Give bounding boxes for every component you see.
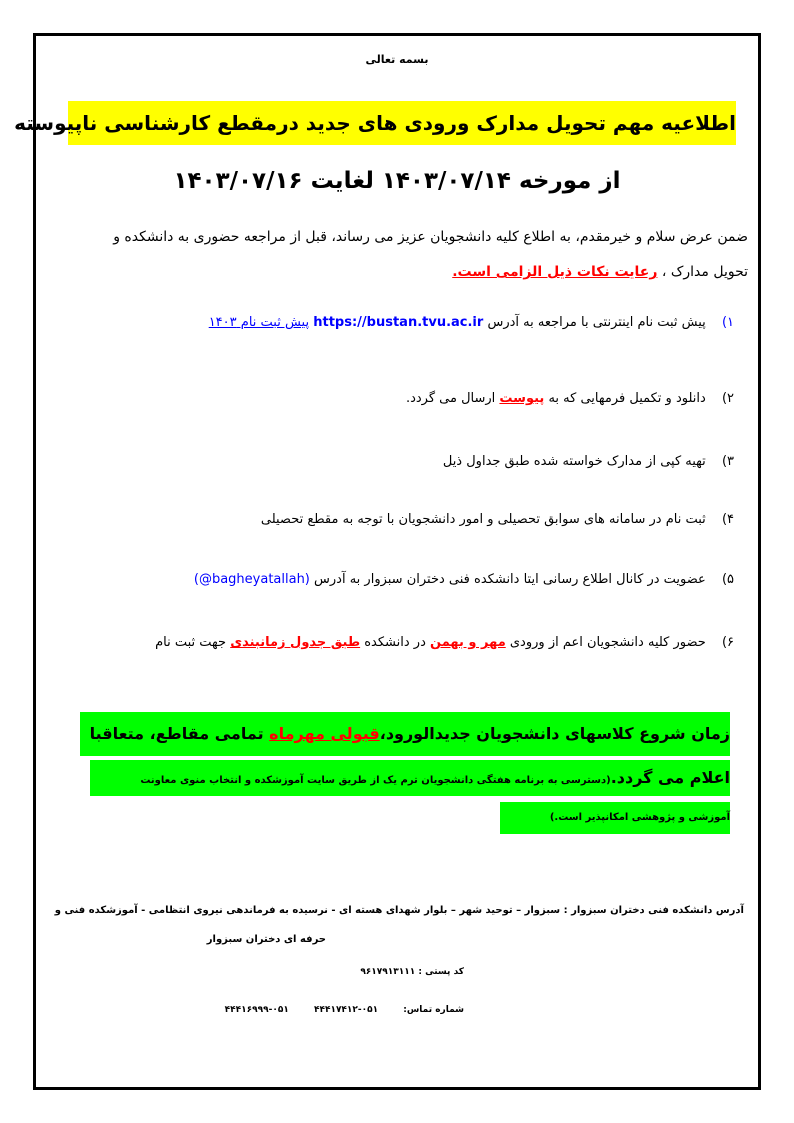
basmala: بسمه تعالی — [365, 53, 429, 66]
postal-value: ۹۶۱۷۹۱۳۱۱۱ — [360, 967, 416, 977]
postal-code — [360, 967, 464, 977]
intro-text: تحویل مدارک ، — [657, 264, 748, 280]
notice-highlight: قبولی مهرماه — [269, 724, 380, 743]
item-text: تهیه کپی از مدارک خواسته شده طبق جداول ذیل — [442, 454, 706, 469]
notice-detail: (دسترسی به برنامه هفتگی دانشجویان ترم یک از طریق سایت آموزشکده و انتخاب منوی معاونت — [140, 775, 611, 786]
item-number: ۲) — [721, 391, 734, 406]
notice-line-2 — [90, 760, 730, 796]
notice-line-3: آموزشی و پژوهشی امکانپذیر است.) — [500, 802, 730, 834]
list-item — [261, 512, 734, 527]
page-title: اطلاعیه مهم تحویل مدارک ورودی های جدید درمقطع کارشناسی ناپیوسته — [68, 101, 736, 145]
notice-text: زمان شروع کلاسهای دانشجویان جدیدالورود، — [379, 724, 730, 743]
postal-label: کد پستی : — [415, 967, 464, 977]
item-text-after: ارسال می گردد. — [405, 391, 500, 406]
date-range: از مورخه ۱۴۰۳/۰۷/۱۴ لغایت ۱۴۰۳/۰۷/۱۶ — [173, 168, 621, 194]
phone-2: ۰۵۱-۴۴۴۱۶۹۹۹ — [224, 1005, 289, 1015]
item-number: ۴) — [721, 512, 734, 527]
intake-highlight: مهر و بهمن — [430, 635, 506, 650]
intro-line-2 — [452, 264, 748, 280]
intro-highlight: رعایت نکات ذیل الزامی است. — [452, 264, 658, 280]
list-item — [194, 572, 734, 587]
item-text: حضور کلیه دانشجویان اعم از ورودی — [505, 635, 706, 650]
notice-line-1 — [80, 712, 730, 756]
notice-text-after: تمامی مقاطع، متعاقبا — [89, 724, 270, 743]
phone-numbers — [225, 1005, 464, 1015]
item-text-middle: در دانشکده — [360, 635, 431, 650]
item-number: ۶) — [721, 635, 734, 650]
schedule-highlight: طبق جدول زمانبندی — [230, 635, 361, 650]
list-item — [443, 454, 734, 469]
item-number: ۱) — [721, 315, 734, 330]
list-item — [155, 635, 734, 650]
address-line-2: حرفه ای دختران سبزوار — [206, 934, 326, 945]
item-text: ثبت نام در سامانه های سوابق تحصیلی و امور دانشجویان با توجه به مقطع تحصیلی — [260, 512, 706, 527]
attachment-highlight: پیوست — [499, 391, 545, 406]
item-number: ۵) — [721, 572, 734, 587]
intro-line-1: ضمن عرض سلام و خیرمقدم، به اطلاع کلیه دانشجویان عزیز می رساند، قبل از مراجعه حضوری به دانشکده و — [113, 229, 748, 245]
notice-announce: اعلام می گردد. — [610, 768, 730, 787]
eitaa-channel-link[interactable]: (@bagheyatallah) — [193, 572, 310, 587]
phone-1: ۰۵۱-۴۴۴۱۷۴۱۲ — [313, 1005, 379, 1015]
item-text: عضویت در کانال اطلاع رسانی ایتا دانشکده فنی دختران سبزوار به آدرس — [309, 572, 706, 587]
item-text: دانلود و تکمیل فرمهایی که به — [544, 391, 706, 406]
registration-url-link[interactable]: https://bustan.tvu.ac.ir — [313, 315, 484, 330]
item-text-after: جهت ثبت نام — [155, 635, 231, 650]
list-item — [406, 391, 734, 406]
phone-label: شماره تماس: — [400, 1005, 464, 1015]
list-item — [209, 315, 734, 330]
address-line-1: آدرس دانشکده فنی دختران سبزوار : سبزوار – توحید شهر – بلوار شهدای هسته ای - نرسیده به فرماندهی نیروی انتظامی - آموزشکده فنی و — [54, 905, 744, 916]
item-text: پیش ثبت نام اینترنتی با مراجعه به آدرس — [483, 315, 706, 330]
item-number: ۳) — [721, 454, 734, 469]
pre-registration-link[interactable]: پیش ثبت نام ۱۴۰۳ — [208, 315, 310, 330]
